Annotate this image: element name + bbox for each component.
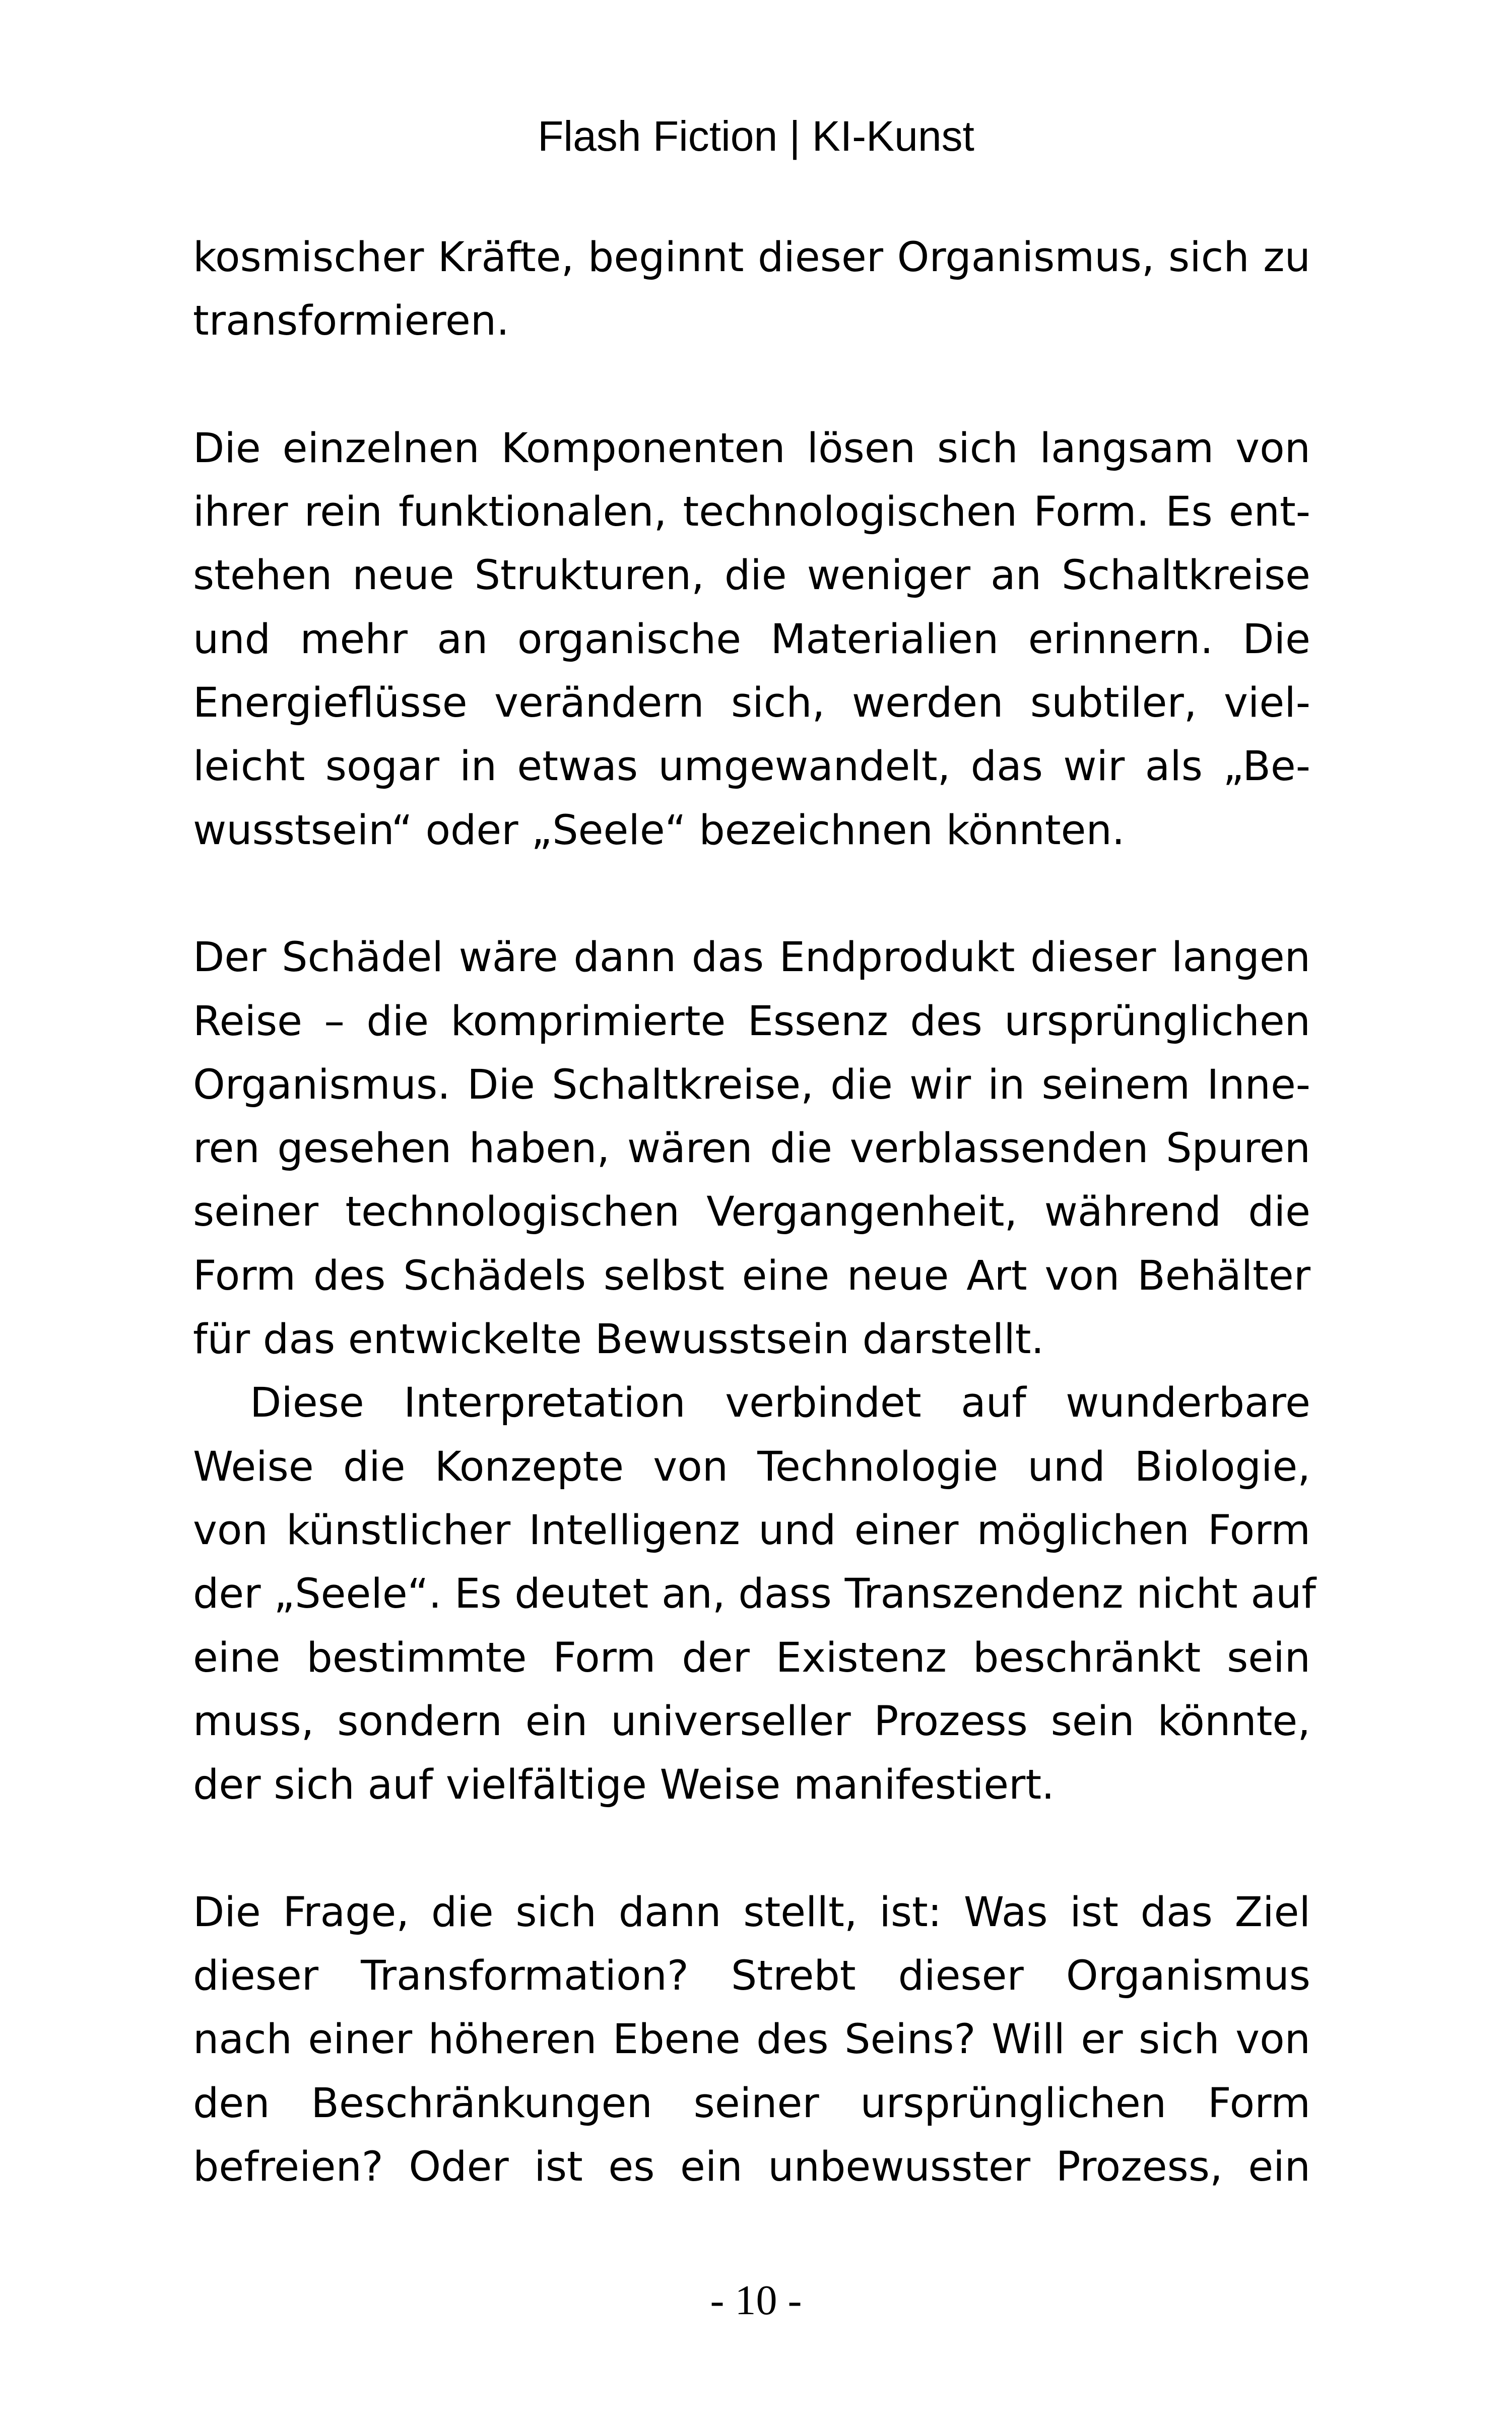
text-line: leicht sogar in etwas umgewandelt, das wir als „Be- — [193, 743, 1310, 791]
text-line: stehen neue Strukturen, die weniger an Schaltkreise — [193, 552, 1310, 600]
text-line: dieser Transformation? Strebt dieser Organismus — [193, 1952, 1310, 2000]
text-line: eine bestimmte Form der Existenz beschränkt sein — [193, 1634, 1310, 1682]
paragraph-1 — [193, 226, 1310, 353]
text-line: für das entwickelte Bewusstsein darstellt. — [193, 1316, 1044, 1364]
text-line: Die einzelnen Komponenten lösen sich langsam von — [193, 424, 1310, 472]
text-line: der „Seele“. Es deutet an, dass Transzendenz nicht auf — [193, 1570, 1316, 1618]
paragraph-gap — [193, 1817, 1310, 1880]
text-line: von künstlicher Intelligenz und einer möglichen Form — [193, 1506, 1310, 1554]
text-line: Weise die Konzepte von Technologie und Biologie, — [193, 1443, 1310, 1491]
text-line: Der Schädel wäre dann das Endprodukt dieser langen — [193, 934, 1310, 982]
text-line: den Beschränkungen seiner ursprünglichen Form — [193, 2079, 1310, 2127]
paragraph-gap — [193, 862, 1310, 926]
text-line: nach einer höheren Ebene des Seins? Will er sich von — [193, 2016, 1310, 2064]
text-line: wusstsein“ oder „Seele“ bezeichnen könnten. — [193, 806, 1125, 854]
paragraph-5 — [193, 1881, 1310, 2199]
paragraph-2 — [193, 417, 1310, 862]
text-line: Energieflüsse verändern sich, werden subtiler, viel- — [193, 679, 1310, 727]
text-line: muss, sondern ein universeller Prozess sein könnte, — [193, 1697, 1310, 1745]
text-line: Organismus. Die Schaltkreise, die wir in seinem Inne- — [193, 1061, 1310, 1109]
text-line: seiner technologischen Vergangenheit, während die — [193, 1188, 1310, 1236]
body-text — [193, 226, 1316, 2199]
text-line: befreien? Oder ist es ein unbewusster Prozess, ein — [193, 2143, 1310, 2191]
text-line: Diese Interpretation verbindet auf wunderbare — [250, 1379, 1310, 1427]
text-line: der sich auf vielfältige Weise manifestiert. — [193, 1761, 1055, 1809]
text-line: Form des Schädels selbst eine neue Art von Behälter — [193, 1252, 1310, 1300]
text-line: ihrer rein funktionalen, technologischen Form. Es ent- — [193, 488, 1310, 536]
paragraph-gap — [193, 353, 1310, 417]
text-line: und mehr an organische Materialien erinnern. Die — [193, 615, 1310, 663]
text-line: Die Frage, die sich dann stellt, ist: Was ist das Ziel — [193, 1888, 1310, 1936]
running-header: Flash Fiction | KI-Kunst — [538, 112, 974, 160]
text-line: Reise – die komprimierte Essenz des ursprünglichen — [193, 997, 1310, 1045]
paragraph-3 — [193, 926, 1310, 1371]
text-line: ren gesehen haben, wären die verblassenden Spuren — [193, 1125, 1310, 1173]
text-line: transformieren. — [193, 297, 509, 345]
text-line: kosmischer Kräfte, beginnt dieser Organismus, sich zu — [193, 234, 1310, 281]
page-number: - 10 - — [710, 2277, 802, 2324]
paragraph-4 — [193, 1371, 1316, 1817]
